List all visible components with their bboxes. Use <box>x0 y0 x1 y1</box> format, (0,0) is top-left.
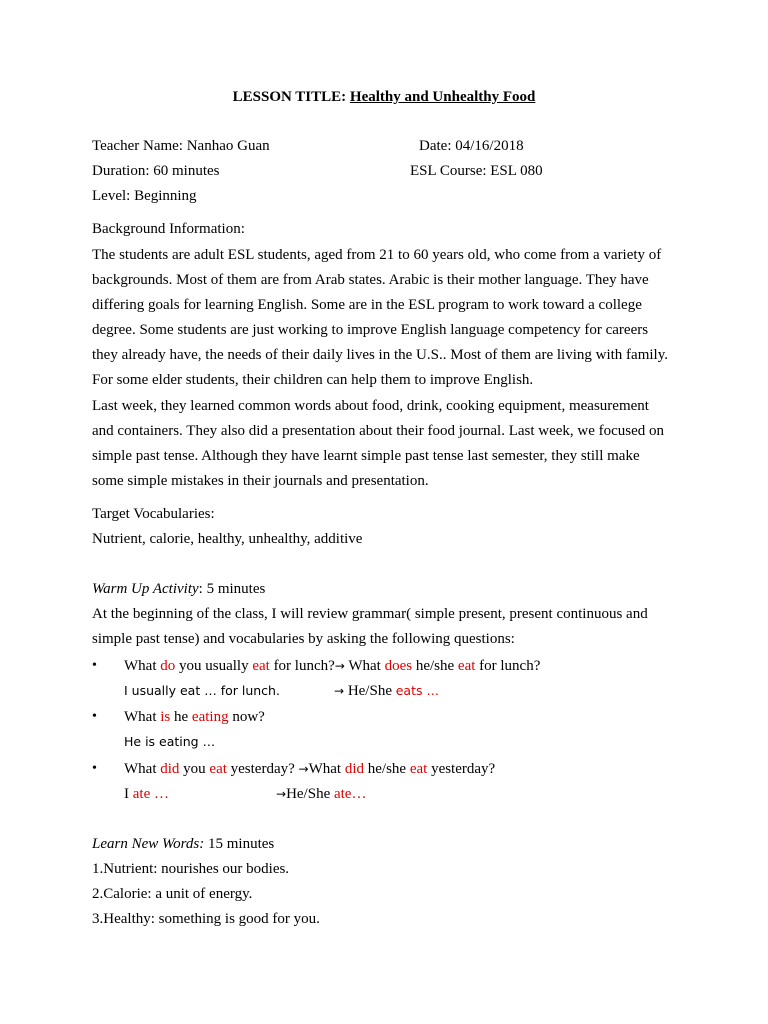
background-line: some simple mistakes in their journals and presentation. <box>92 473 429 489</box>
background-line: Last week, they learned common words about food, drink, cooking equipment, measurement <box>92 398 649 414</box>
question-text: you <box>179 761 210 777</box>
background-line: and containers. They also did a presentation about their food journal. Last week, we focused on <box>92 423 665 439</box>
arrow-icon: → <box>298 762 309 776</box>
arrow-icon: → <box>334 659 345 673</box>
answer-3-alt <box>276 785 366 803</box>
warmup-intro: simple past tense) and vocabularies by asking the following questions: <box>92 631 515 647</box>
level: Level: Beginning <box>92 188 197 204</box>
lesson-date: Date: 04/16/2018 <box>419 138 524 154</box>
warmup-heading <box>92 580 265 598</box>
learn-item: 1.Nutrient: nourishes our bodies. <box>92 861 290 877</box>
question-1 <box>124 657 540 675</box>
question-text: you usually <box>175 658 253 674</box>
bullet-marker: • <box>92 709 97 724</box>
background-line: For some elder students, their children can help them to improve English. <box>92 372 534 388</box>
vocab-list: Nutrient, calorie, healthy, unhealthy, additive <box>92 531 363 547</box>
highlight-verb: eating <box>191 709 229 725</box>
question-text: yesterday? <box>427 761 496 777</box>
question-text: yesterday? <box>226 761 299 777</box>
learn-heading <box>92 835 274 853</box>
warmup-time: : 5 minutes <box>198 581 266 597</box>
lesson-title-main: Healthy and Unhealthy Food <box>349 89 536 105</box>
highlight-verb: did <box>344 761 364 777</box>
background-line: simple past tense. Although they have learnt simple past tense last semester, they still make <box>92 448 640 464</box>
background-line: they already have, the needs of their daily lives in the U.S.. Most of them are living with family. <box>92 347 668 363</box>
learn-item: 3.Healthy: something is good for you. <box>92 911 320 927</box>
question-text: What <box>344 658 385 674</box>
warmup-intro: At the beginning of the class, I will review grammar( simple present, present continuous and <box>92 606 648 622</box>
question-text: he <box>170 709 192 725</box>
answer-text: He/She <box>286 786 334 802</box>
highlight-verb: eat <box>252 658 270 674</box>
question-text: he/she <box>364 761 410 777</box>
question-text: for lunch? <box>475 658 541 674</box>
background-heading: Background Information: <box>92 221 245 237</box>
highlight-verb: did <box>160 761 180 777</box>
highlight-verb: eats … <box>395 683 439 698</box>
highlight-verb: eat <box>457 658 476 674</box>
bullet-marker: • <box>92 658 97 673</box>
highlight-verb: eat <box>209 761 227 777</box>
question-text: now? <box>228 709 265 725</box>
highlight-verb: ate … <box>132 786 169 802</box>
answer-text: I <box>124 786 133 802</box>
vocab-heading: Target Vocabularies: <box>92 506 215 522</box>
lesson-title-prefix: LESSON TITLE: <box>232 89 347 105</box>
question-text: he/she <box>412 658 458 674</box>
question-text: What <box>124 658 161 674</box>
highlight-verb: ate… <box>333 786 367 802</box>
answer-1-alt <box>334 682 439 700</box>
question-3 <box>124 760 495 778</box>
learn-item: 2.Calorie: a unit of energy. <box>92 886 253 902</box>
esl-course: ESL Course: ESL 080 <box>410 163 543 179</box>
learn-time: 15 minutes <box>204 836 275 852</box>
background-line: backgrounds. Most of them are from Arab states. Arabic is their mother language. They have <box>92 272 649 288</box>
background-line: The students are adult ESL students, aged from 21 to 60 years old, who come from a variety of <box>92 247 662 263</box>
bullet-marker: • <box>92 761 97 776</box>
duration: Duration: 60 minutes <box>92 163 220 179</box>
answer-1: I usually eat … for lunch. <box>124 683 280 698</box>
question-text: What <box>124 761 161 777</box>
highlight-verb: is <box>160 709 171 725</box>
background-line: differing goals for learning English. Some are in the ESL program to work toward a college <box>92 297 642 313</box>
warmup-label: Warm Up Activity <box>92 581 199 597</box>
arrow-icon: → <box>276 787 287 801</box>
teacher-name: Teacher Name: Nanhao Guan <box>92 138 270 154</box>
highlight-verb: does <box>384 658 413 674</box>
learn-label: Learn New Words: <box>92 836 205 852</box>
background-line: degree. Some students are just working to improve English language competency for careers <box>92 322 649 338</box>
answer-3 <box>124 785 169 803</box>
question-2 <box>124 708 265 726</box>
arrow-icon: → <box>334 684 345 698</box>
question-text: What <box>308 761 345 777</box>
highlight-verb: do <box>160 658 176 674</box>
lesson-title <box>0 88 768 106</box>
highlight-verb: eat <box>409 761 428 777</box>
question-text: for lunch? <box>269 658 335 674</box>
answer-2: He is eating … <box>124 734 216 749</box>
question-text: What <box>124 709 161 725</box>
answer-text: He/She <box>344 683 396 699</box>
